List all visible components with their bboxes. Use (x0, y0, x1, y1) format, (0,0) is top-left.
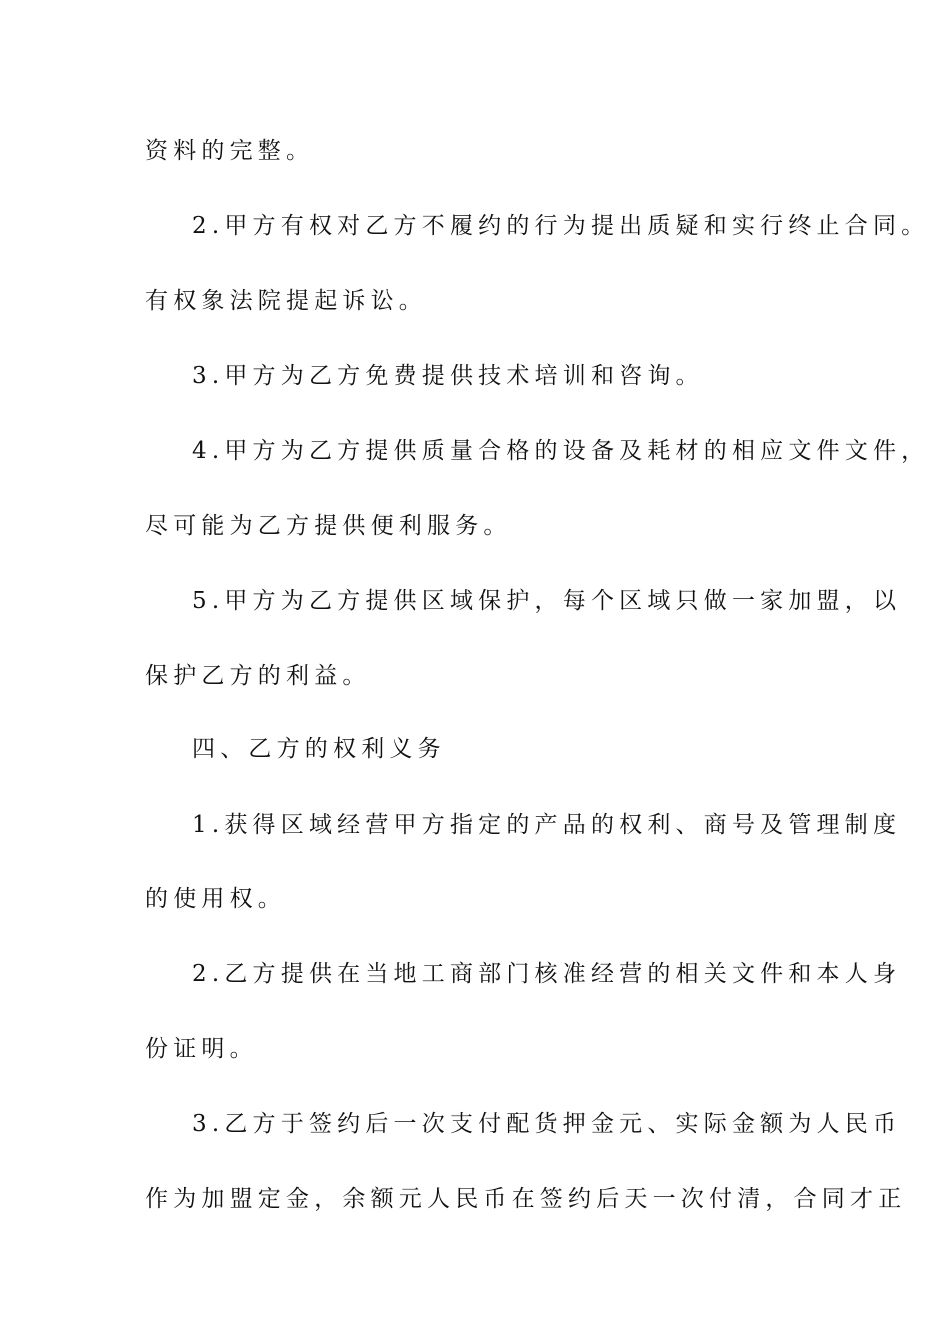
text-line: 保护乙方的利益。 (145, 663, 371, 689)
text-line: 资料的完整。 (145, 138, 315, 164)
text-line: 有权象法院提起诉讼。 (145, 288, 427, 314)
text-line: 作为加盟定金，余额元人民币在签约后天一次付清，合同才正 (145, 1186, 907, 1212)
text-line: 2.乙方提供在当地工商部门核准经营的相关文件和本人身 (192, 961, 902, 987)
text-line: 份证明。 (145, 1036, 258, 1062)
text-line: 3.乙方于签约后一次支付配货押金元、实际金额为人民币 (192, 1111, 902, 1137)
text-line: 5.甲方为乙方提供区域保护，每个区域只做一家加盟，以 (192, 588, 902, 614)
text-line: 3.甲方为乙方免费提供技术培训和咨询。 (192, 363, 704, 389)
text-line: 2.甲方有权对乙方不履约的行为提出质疑和实行终止合同。 (192, 213, 930, 239)
section-heading: 四、乙方的权利义务 (192, 736, 446, 762)
text-line: 1.获得区域经营甲方指定的产品的权利、商号及管理制度 (192, 812, 902, 838)
text-line: 4.甲方为乙方提供质量合格的设备及耗材的相应文件文件， (192, 438, 930, 464)
text-line: 尽可能为乙方提供便利服务。 (145, 513, 512, 539)
text-line: 的使用权。 (145, 886, 286, 912)
